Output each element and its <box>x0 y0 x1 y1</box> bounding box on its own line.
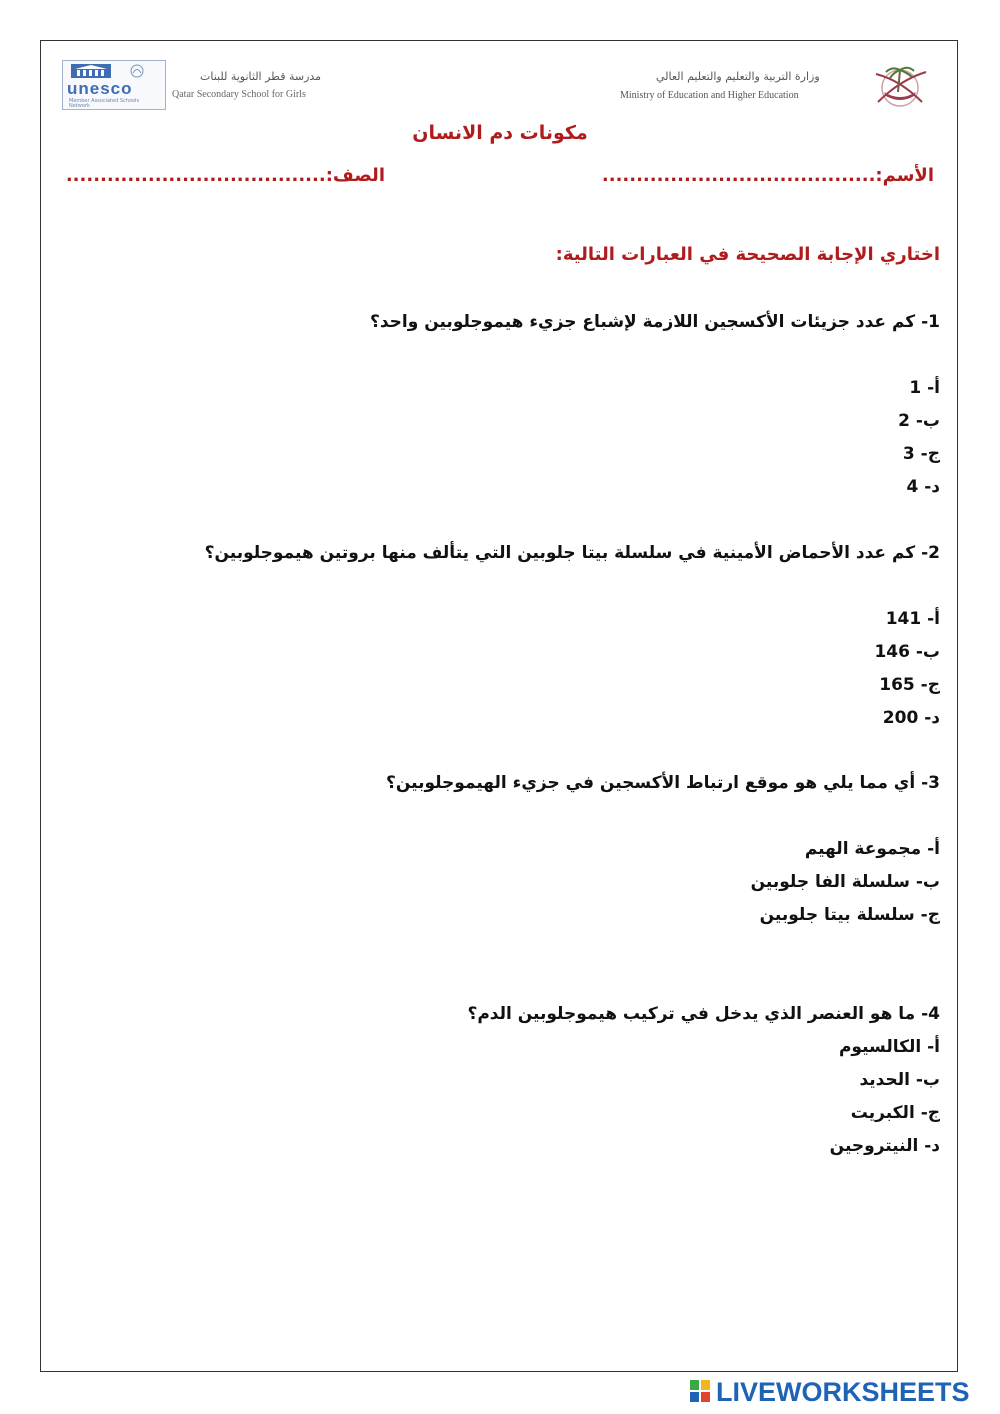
class-blank[interactable]: ...................................... <box>65 165 326 186</box>
q1-option-a[interactable]: أ- 1 <box>909 378 940 398</box>
liveworksheets-grid-icon <box>690 1380 712 1404</box>
question-2: 2- كم عدد الأحماض الأمينية في سلسلة بيتا جلوبين التي يتألف منها بروتين هيموجلوبين؟ <box>204 543 940 563</box>
unesco-logo <box>62 60 166 110</box>
unesco-wordmark: unesco <box>67 79 133 98</box>
school-name-arabic: مدرسة قطر الثانوية للبنات <box>200 70 322 83</box>
q4-option-b[interactable]: ب- الحديد <box>859 1070 940 1090</box>
name-blank[interactable]: ........................................ <box>601 165 876 186</box>
q1-option-b[interactable]: ب- 2 <box>898 411 940 431</box>
class-label: الصف: <box>325 165 385 186</box>
school-name-english: Qatar Secondary School for Girls <box>172 89 306 100</box>
q3-option-a[interactable]: أ- مجموعة الهيم <box>804 839 940 859</box>
qatar-emblem-icon <box>868 62 940 110</box>
name-field[interactable] <box>602 165 934 186</box>
q2-option-c[interactable]: ج- 165 <box>879 675 940 695</box>
name-label: الأسم: <box>875 165 934 186</box>
q4-option-d[interactable]: د- النيتروجين <box>829 1136 940 1156</box>
class-field[interactable] <box>66 165 385 186</box>
unesco-network-text: Member Associated Schools Network <box>69 98 140 109</box>
q4-option-c[interactable]: ج- الكبريت <box>850 1103 940 1123</box>
q1-option-c[interactable]: ج- 3 <box>902 444 940 464</box>
q2-option-b[interactable]: ب- 146 <box>874 642 940 662</box>
question-4: 4- ما هو العنصر الذي يدخل في تركيب هيموجلوبين الدم؟ <box>467 1004 940 1024</box>
unesco-temple-icon <box>67 63 161 79</box>
q3-option-c[interactable]: ج- سلسلة بيتا جلوبين <box>759 905 940 925</box>
page-frame <box>40 40 958 1372</box>
q3-option-b[interactable]: ب- سلسلة الفا جلوبين <box>750 872 940 892</box>
worksheet-title: مكونات دم الانسان <box>412 122 588 144</box>
liveworksheets-wordmark: LIVEWORKSHEETS <box>716 1377 970 1407</box>
ministry-name-english: Ministry of Education and Higher Education <box>620 90 799 101</box>
liveworksheets-logo[interactable] <box>690 1377 990 1407</box>
q1-option-d[interactable]: د- 4 <box>906 477 940 497</box>
q4-option-a[interactable]: أ- الكالسيوم <box>838 1037 940 1057</box>
instruction-text: اختاري الإجابة الصحيحة في العبارات التالية: <box>555 244 940 265</box>
question-1: 1- كم عدد جزيئات الأكسجين اللازمة لإشباع جزيء هيموجلوبين واحد؟ <box>369 312 940 332</box>
question-3: 3- أي مما يلي هو موقع ارتباط الأكسجين في جزيء الهيموجلوبين؟ <box>385 773 940 793</box>
q2-option-a[interactable]: أ- 141 <box>885 609 940 629</box>
ministry-name-arabic: وزارة التربية والتعليم والتعليم العالي <box>656 70 820 83</box>
q2-option-d[interactable]: د- 200 <box>882 708 940 728</box>
